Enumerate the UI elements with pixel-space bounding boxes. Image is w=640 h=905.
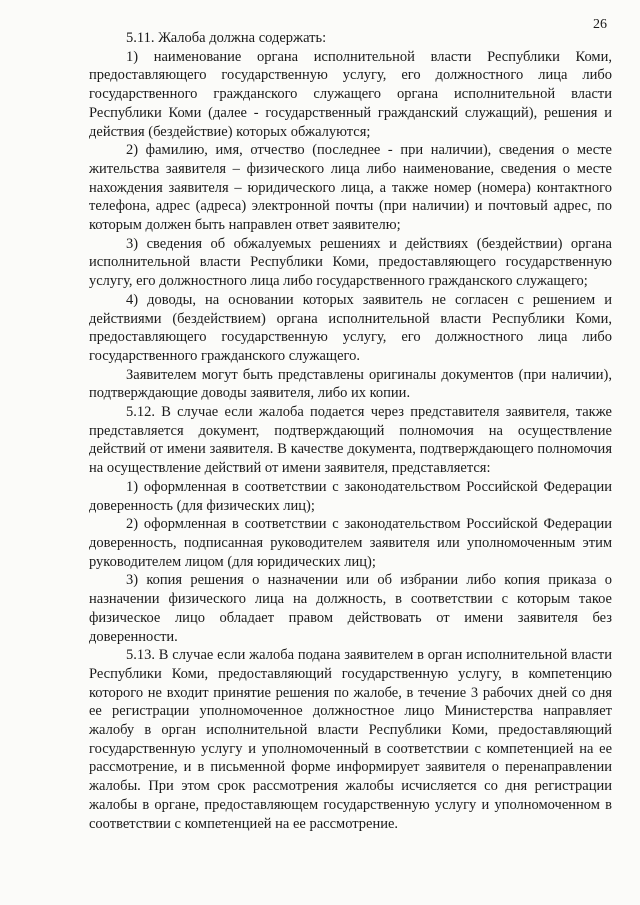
paragraph-5-11-item-3: 3) сведения об обжалуемых решениях и действиях (бездействии) органа исполнительной власти Республики Коми, предоставляющего государственную услугу, его должностного лица либо государственного гражданского служащего; [89, 235, 612, 290]
paragraph-5-13: 5.13. В случае если жалоба подана заявителем в орган исполнительной власти Республики Коми, предоставляющий государственную услугу, в компетенцию которого не входит принятие решения по жалобе, в течение 3 рабочих дней со дня ее регистрации уполномоченное должностное лицо Министерства направляет жалобу в орган исполнительной власти Республики Коми, предоставляющий государственную услугу и уполномоченный в соответствии с компетенцией на ее рассмотрение, и в письменной форме информирует заявителя о перенаправлении жалобы. При этом срок рассмотрения жалобы исчисляется со дня регистрации жалобы в органе, предоставляющем государственную услугу и уполномоченном в соответствии с компетенцией на ее рассмотрение. [89, 647, 612, 832]
paragraph-5-11-item-4: 4) доводы, на основании которых заявитель не согласен с решением и действиями (бездействием) органа исполнительной власти Республики Коми, предоставляющего государственную услугу, его должностного лица либо государственного гражданского служащего. [89, 291, 612, 364]
page-number: 26 [593, 17, 607, 32]
paragraph-5-12-item-1: 1) оформленная в соответствии с законодательством Российской Федерации доверенность (для физических лиц); [89, 478, 612, 514]
paragraph-5-11-item-2: 2) фамилию, имя, отчество (последнее - при наличии), сведения о месте жительства заявителя – физического лица либо наименование, сведения о месте нахождения заявителя – юридического лица, а также номер (номера) контактного телефона, адрес (адреса) электронной почты (при наличии) и почтовый адрес, по которым должен быть направлен ответ заявителю; [89, 142, 612, 234]
paragraph-5-12: 5.12. В случае если жалоба подается через представителя заявителя, также представляется документ, подтверждающий полномочия на осуществление действий от имени заявителя. В качестве документа, подтверждающего полномочия на осуществление действий от имени заявителя, представляется: [89, 404, 612, 477]
document-body [89, 29, 612, 833]
paragraph-originals: Заявителем могут быть представлены оригиналы документов (при наличии), подтверждающие доводы заявителя, либо их копии. [89, 366, 612, 402]
paragraph-5-12-item-3: 3) копия решения о назначении или об избрании либо копия приказа о назначении физического лица на должность, в соответствии с которым такое физическое лицо обладает правом действовать от имени заявителя без доверенности. [89, 572, 612, 645]
paragraph-5-11-item-1: 1) наименование органа исполнительной власти Республики Коми, предоставляющего государственную услугу, его должностного лица либо государственного гражданского служащего органа исполнительной власти Республики Коми (далее - государственный гражданский служащий), решения и действия (бездействие) которых обжалуются; [89, 48, 612, 140]
paragraph-5-12-item-2: 2) оформленная в соответствии с законодательством Российской Федерации доверенность, подписанная руководителем заявителя или уполномоченным этим руководителем лицом (для юридических лиц); [89, 516, 612, 570]
paragraph-5-11-heading: 5.11. Жалоба должна содержать: [126, 30, 327, 46]
